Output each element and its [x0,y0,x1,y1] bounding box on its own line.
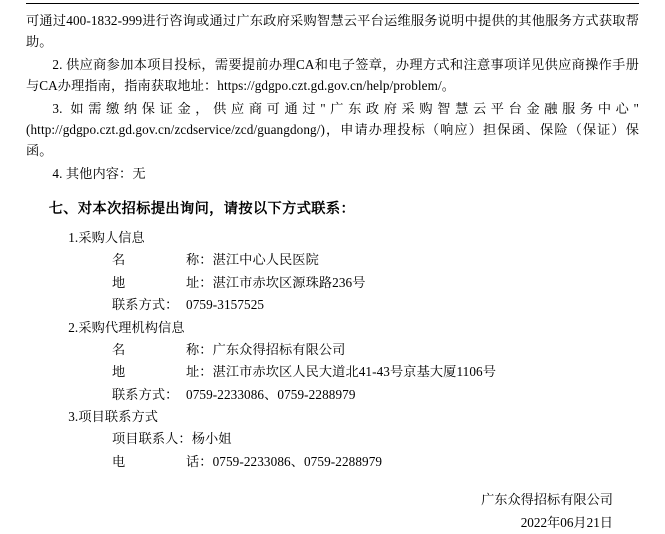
group-label-project: 项目联系方式 [78,409,159,424]
field-label-agency-name: 名 [112,341,130,357]
field-value-agency-name: 广东众得招标有限公司 [212,341,346,357]
paragraph-contact-channels: 可通过400-1832-999进行咨询或通过广东政府采购智慧云平台运维服务说明中提供的其他服务方式获取帮助。 [26,13,639,50]
document-content [26,0,639,534]
field-row-agency-address [26,361,639,382]
section-heading-inquiry: 七、对本次招标提出询问，请按以下方式联系： [48,201,356,217]
field-value-purchaser-address: 湛江市赤坎区源珠路236号 [212,274,366,290]
field-label-project-contact: 项目联系人： [112,431,192,447]
field-row-agency-phone [26,384,639,405]
group-title-purchaser [26,227,639,248]
field-row-project-contact [26,428,639,449]
group-label-purchaser: 采购人信息 [78,230,145,245]
field-label-agency-phone: 联系方式： [112,386,179,402]
field-value-project-contact: 杨小姐 [191,431,232,447]
field-value-project-phone: 0759-2233086、0759-2288979 [212,453,383,469]
paragraph-item-3: 3. 如需缴纳保证金，供应商可通过"广东政府采购智慧云平台金融服务中心"(http://gdgpo.czt.gd.gov.cn/zcdservice/zcd/guangdong/)，申请办理投标（响应）担保函、保险（保证）保函。 [26,100,639,159]
field-value-agency-address: 湛江市赤坎区人民大道北41-43号京基大厦1106号 [212,364,497,380]
field-label-tail-purchaser-name: 称： [186,252,213,268]
field-row-purchaser-name [26,249,639,270]
group-label-agency: 采购代理机构信息 [78,319,185,335]
field-label-tail-agency-address: 址： [186,364,213,380]
field-value-purchaser-phone: 0759-3157525 [186,297,265,313]
group-title-agency [26,317,639,338]
field-label-tail-agency-name: 称： [186,341,213,357]
group-number-project: 3. [68,409,79,424]
signature-date: 2022年06月21日 [520,515,613,531]
group-title-project [26,406,639,427]
paragraph-item-4: 4. 其他内容：无 [52,165,146,181]
field-label-project-phone: 电 [112,453,130,469]
paragraph-item-2: 2. 供应商参加本项目投标，需要提前办理CA和电子签章，办理方式和注意事项详见供应商操作手册与CA办理指南，指南获取地址：https://gdgpo.czt.gd.gov.cn/help/problem/。 [26,56,639,94]
field-row-project-phone [26,451,639,472]
field-row-purchaser-address [26,272,639,293]
group-number-purchaser: 1. [68,230,79,245]
field-row-agency-name [26,339,639,360]
field-value-purchaser-name: 湛江中心人民医院 [212,252,319,268]
signature-company: 广东众得招标有限公司 [481,492,613,508]
field-label-purchaser-name: 名 [112,252,130,268]
field-label-tail-purchaser-address: 址： [186,274,213,290]
group-number-agency: 2. [68,319,79,335]
signature-block [26,488,639,534]
field-label-purchaser-address: 地 [112,274,130,290]
field-label-tail-project-phone: 话： [186,453,213,469]
field-row-purchaser-phone [26,294,639,315]
page-top-rule [26,3,639,4]
field-label-purchaser-phone: 联系方式： [112,297,179,313]
field-label-agency-address: 地 [112,364,130,380]
field-value-agency-phone: 0759-2233086、0759-2288979 [186,386,356,402]
